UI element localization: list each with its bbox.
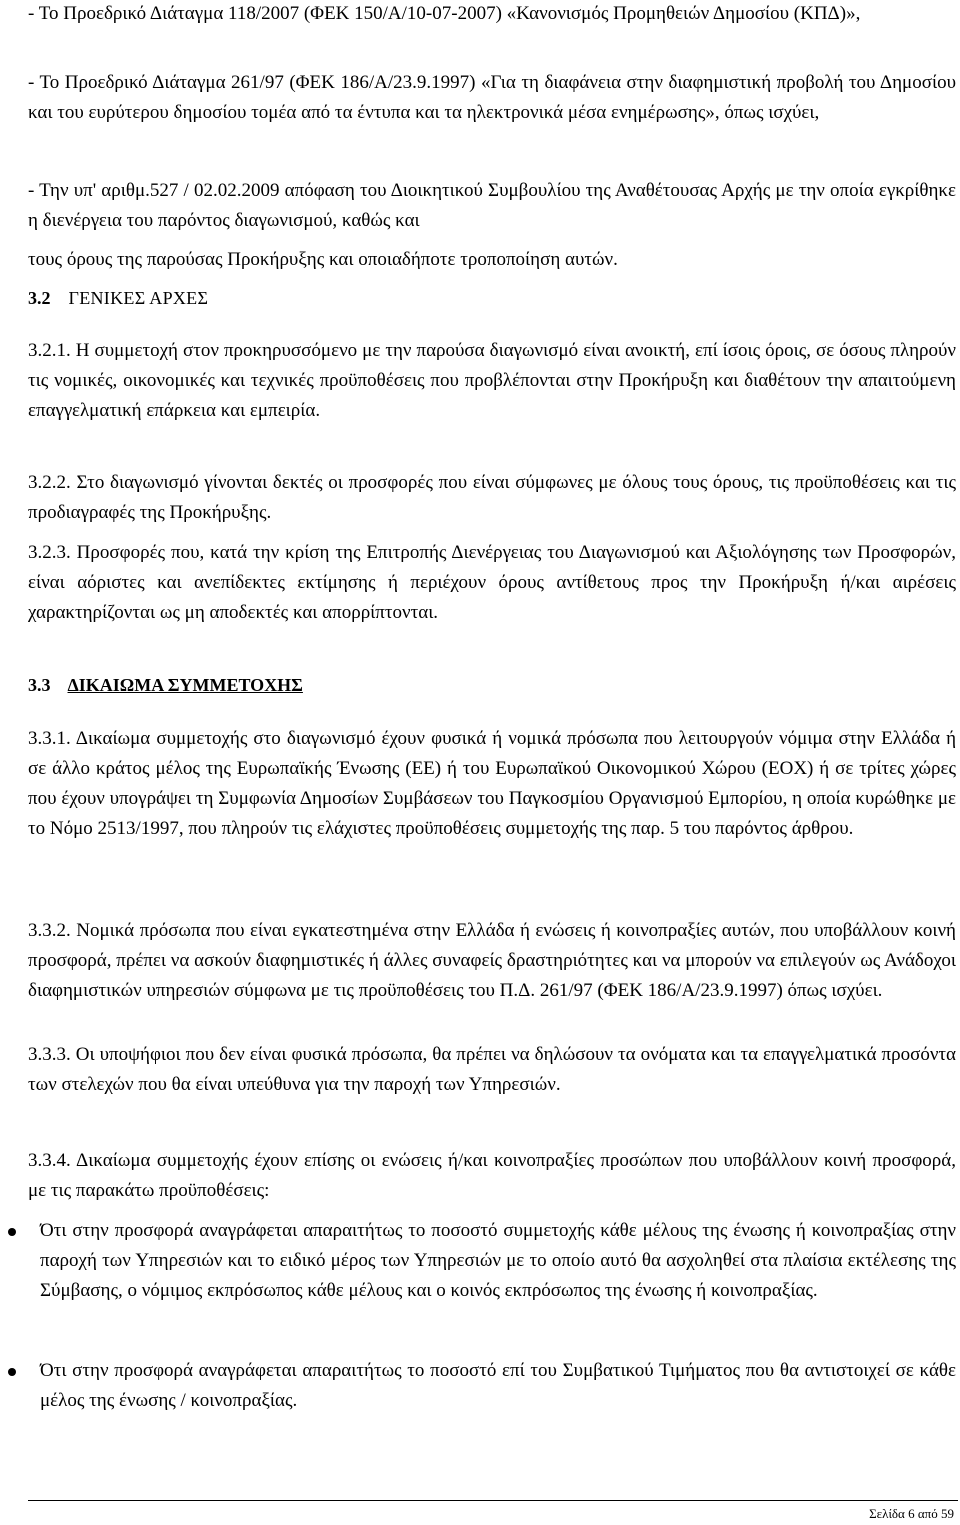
page-number-label: Σελίδα 6 από 59	[869, 1506, 954, 1521]
section-number: 3.3	[28, 675, 51, 695]
clause-3-3-4: 3.3.4. Δικαίωμα συμμετοχής έχουν επίσης οι ενώσεις ή/και κοινοπραξίες προσώπων που υποβάλλουν κοινή προσφορά, με τις παρακάτω προϋποθέσεις:	[28, 1150, 956, 1201]
clause-3-2-1: 3.2.1. Η συμμετοχή στον προκηρυσσόμενο με την παρούσα διαγωνισμό είναι ανοικτή, επί ίσοις όροις, σε όσους πληρούν τις νομικές, οικονομικές και τεχνικές προϋποθέσεις που προβλέπονται στην Προκήρυξη και διαθέτουν την απαιτούμενη επαγγελματική επάρκεια και εμπειρία.	[28, 340, 956, 421]
section-title: ΔΙΚΑΙΩΜΑ ΣΥΜΜΕΤΟΧΗΣ	[67, 675, 303, 695]
clause-3-2-2: 3.2.2. Στο διαγωνισμό γίνονται δεκτές οι προσφορές που είναι σύμφωνες με όλους τους όρους, τις προϋποθέσεις και τις προδιαγραφές της Προκήρυξης.	[28, 472, 956, 523]
bullet-text: Ότι στην προσφορά αναγράφεται απαραιτήτως το ποσοστό επί του Συμβατικού Τιμήματος που θα αντιστοιχεί σε κάθε μέλος της ένωσης / κοινοπραξίας.	[40, 1360, 956, 1411]
bullet-text: Ότι στην προσφορά αναγράφεται απαραιτήτως το ποσοστό συμμετοχής κάθε μέλους της ένωσης ή κοινοπραξίας στην παροχή των Υπηρεσιών και το ειδικό μέρος των Υπηρεσιών με το οποίο αυτό θα ασχοληθεί στα πλαίσια εκτέλεσης της Σύμβασης, ο νόμιμος εκπρόσωπος κάθε μέλους και ο κοινός εκπρόσωπος της ένωσης ή κοινοπραξίας.	[40, 1220, 956, 1301]
intro-paragraph-3-last-line: τους όρους της παρούσας Προκήρυξης και οποιαδήποτε τροποποίηση αυτών.	[28, 249, 618, 270]
clause-3-3-1: 3.3.1. Δικαίωμα συμμετοχής στο διαγωνισμό έχουν φυσικά ή νομικά πρόσωπα που λειτουργούν νόμιμα στην Ελλάδα ή σε άλλο κράτος μέλος της Ευρωπαϊκής Ένωσης (ΕΕ) ή του Ευρωπαϊκού Οικονομικού Χώρου (ΕΟΧ) ή σε τρίτες χώρες που έχουν υπογράψει τη Συμφωνία Δημοσίων Συμβάσεων του Παγκοσμίου Οργανισμού Εμπορίου, η οποία κυρώθηκε με το Νόμο 2513/1997, που πληρούν τις ελάχιστες προϋποθέσεις συμμετοχής της παρ. 5 του παρόντος άρθρου.	[28, 728, 956, 839]
clause-3-3-3: 3.3.3. Οι υποψήφιοι που δεν είναι φυσικά πρόσωπα, θα πρέπει να δηλώσουν τα ονόματα και τα επαγγελματικά προσόντα των στελεχών που θα είναι υπεύθυνα για την παροχή των Υπηρεσιών.	[28, 1044, 956, 1095]
section-heading-3-2	[28, 286, 208, 310]
section-heading-3-3	[28, 673, 303, 697]
bullet-icon	[8, 1368, 16, 1376]
intro-paragraph-3-text: - Την υπ' αριθμ.527 / 02.02.2009 απόφαση του Διοικητικού Συμβουλίου της Αναθέτουσας Αρχής με την οποία εγκρίθηκε η διενέργεια του παρόντος διαγωνισμού, καθώς και	[28, 180, 956, 231]
section-number: 3.2	[28, 288, 51, 308]
section-title: ΓΕΝΙΚΕΣ ΑΡΧΕΣ	[68, 288, 209, 308]
bullet-list-item-1	[28, 1216, 956, 1306]
footer-divider	[28, 1500, 958, 1501]
clause-3-2-3: 3.2.3. Προσφορές που, κατά την κρίση της Επιτροπής Διενέργειας του Διαγωνισμού και Αξιολόγησης των Προσφορών, είναι αόριστες και ανεπίδεκτες εκτίμησης ή περιέχουν όρους αντίθετους προς την Προκήρυξη ή/και αιρέσεις χαρακτηρίζονται ως μη αποδεκτές και απορρίπτονται.	[28, 542, 956, 623]
intro-paragraph-3	[28, 176, 956, 275]
list-item	[28, 1356, 956, 1416]
bullet-list-item-2	[28, 1356, 956, 1416]
intro-paragraph-2: - Το Προεδρικό Διάταγμα 261/97 (ΦΕΚ 186/Α/23.9.1997) «Για τη διαφάνεια στην διαφημιστική προβολή του Δημοσίου και του ευρύτερου δημοσίου τομέα από τα έντυπα και τα ηλεκτρονικά μέσα ενημέρωσης», όπως ισχύει,	[28, 72, 956, 123]
clause-3-3-2: 3.3.2. Νομικά πρόσωπα που είναι εγκατεστημένα στην Ελλάδα ή ενώσεις ή κοινοπραξίες αυτών, που υποβάλλουν κοινή προσφορά, πρέπει να ασκούν διαφημιστικές ή άλλες συναφείς δραστηριότητες και να μπορούν να επιλεγούν ως Ανάδοχοι διαφημιστικών υπηρεσιών σύμφωνα με τις προϋποθέσεις του Π.Δ. 261/97 (ΦΕΚ 186/Α/23.9.1997) όπως ισχύει.	[28, 920, 956, 1001]
intro-paragraph-1: - Το Προεδρικό Διάταγμα 118/2007 (ΦΕΚ 150/Α/10-07-2007) «Κανονισμός Προμηθειών Δημοσίου (ΚΠΔ)»,	[28, 3, 861, 24]
list-item	[28, 1216, 956, 1306]
bullet-icon	[8, 1228, 16, 1236]
